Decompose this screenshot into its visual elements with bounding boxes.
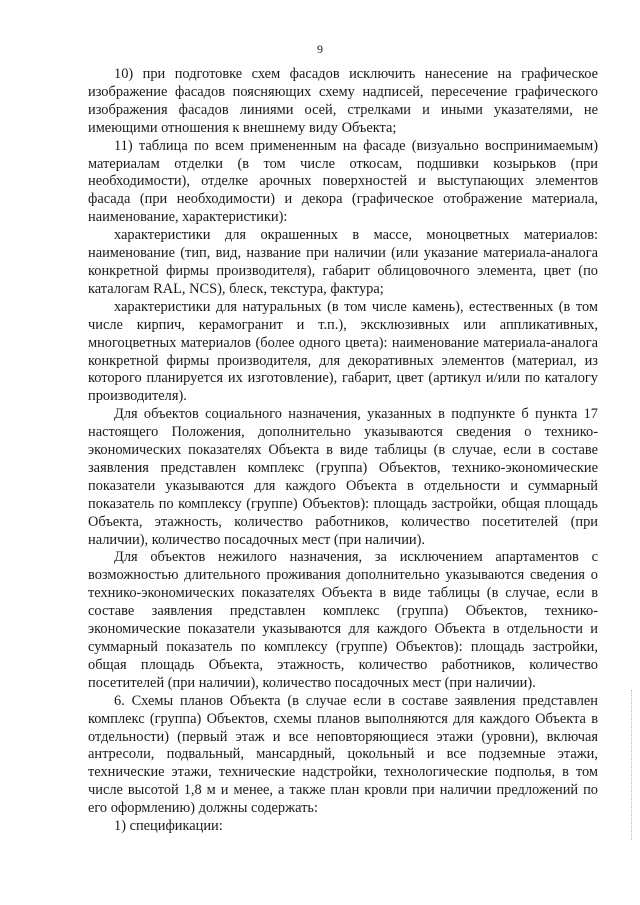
paragraph-social-objects-indicators: Для объектов социального назначения, указанных в подпункте б пункта 17 настоящего Положения, дополнительно указываются сведения о технико-экономических показателях Объекта в виде таблицы (в случае, если в составе заявления представлен комплекс (группа) Объектов, технико-экономические показатели указываются для каждого Объекта в отдельности и суммарный показатель по комплексу (группе) Объектов): площадь застройки, общая площадь Объекта, этажность, количество работников, количество посетителей (при наличии), количество посадочных мест (при наличии).	[88, 406, 598, 548]
paragraph-natural-materials-characteristics: характеристики для натуральных (в том числе камень), естественных (в том числе кирпич, керамогранит и т.п.), эксклюзивных или аппликативных, многоцветных материалов (более одного цвета): наименование материала-аналога конкретной фирмы производителя, для декоративных элементов (материал, из которого планируется их изготовление), габарит, цвет (артикул и/или по каталогу производителя).	[88, 298, 598, 405]
paragraph-non-residential-objects-indicators: Для объектов нежилого назначения, за исключением апартаментов с возможностью длительного проживания дополнительно указываются сведения о технико-экономических показателях Объекта в виде таблицы (в случае, если в составе заявления представлен комплекс (группа) Объектов, технико-экономические показатели указываются для каждого Объекта в отдельности и суммарный показатель по комплексу (группе) Объектов): площадь застройки, общая площадь Объекта, этажность, количество работников, количество посетителей (при наличии), количество посадочных мест (при наличии).	[88, 549, 598, 691]
paragraph-item-1-specifications: 1) спецификации:	[114, 818, 223, 835]
paragraph-section-6-floor-plans: 6. Схемы планов Объекта (в случае если в составе заявления представлен комплекс (группа) Объектов, схемы планов выполняются для каждого Объекта в отдельности) (первый этаж и все неповторяющиеся этажи (уровни), включая антресоли, подвальный, мансардный, цокольный и все подземные этажи, технические этажи, технические надстройки, технологические подполья, в том числе высотой 1,8 м и менее, а также план кровли при наличии предложений по его оформлению) должны содержать:	[88, 692, 598, 817]
paragraph-painted-materials-characteristics: характеристики для окрашенных в массе, моноцветных материалов: наименование (тип, вид, название при наличии (или указание материала-аналога конкретной фирмы производителя), габарит облицовочного элемента, цвет (по каталогам RAL, NCS), блеск, текстура, фактура;	[88, 227, 598, 297]
scan-edge-mark	[630, 690, 632, 840]
paragraph-finishing-materials-table-item-11: 11) таблица по всем примененным на фасаде (визуально воспринимаемым) материалам отделки (в том числе откосам, подшивки козырьков (при необходимости), отделке арочных поверхностей и выступающих элементов фасада (при необходимости) и декора (графическое отображение материала, наименование, характеристики):	[88, 137, 598, 226]
paragraph-facade-schemes-item-10: 10) при подготовке схем фасадов исключить нанесение на графическое изображение фасадов поясняющих схему надписей, пересечение графического изображения фасадов линиями осей, стрелками и иными указателями, не имеющими отношения к внешнему виду Объекта;	[88, 66, 598, 136]
page-number: 9	[317, 42, 323, 56]
document-body	[88, 66, 598, 836]
